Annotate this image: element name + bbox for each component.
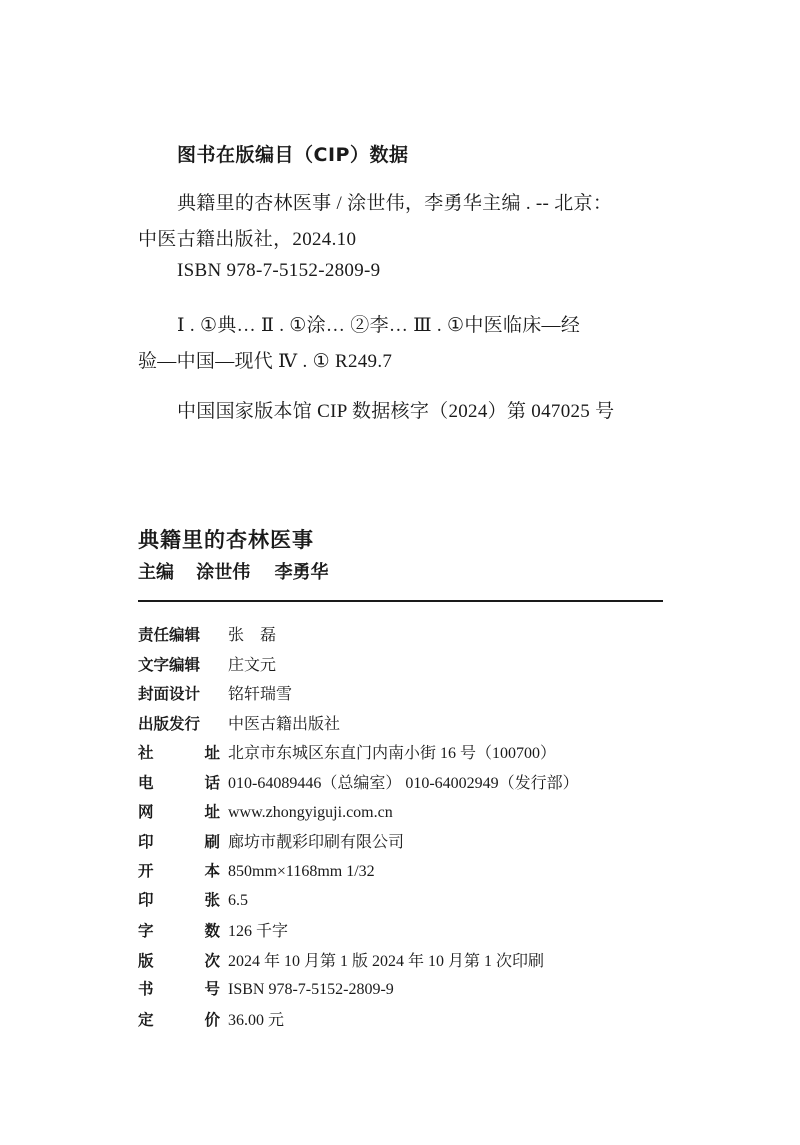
colophon-label: 印 张: [138, 891, 220, 910]
colophon-value: 中医古籍出版社: [228, 715, 341, 733]
colophon-value: 36.00 元: [228, 1011, 285, 1029]
colophon-label: 书 号: [138, 980, 220, 999]
editor-name: 李勇华: [274, 562, 329, 583]
cip-library-record: 中国国家版本馆 CIP 数据核字（2024）第 047025 号: [177, 401, 615, 422]
editors-label: 主编: [138, 562, 174, 583]
colophon-value: 张 磊: [228, 627, 277, 644]
colophon-label: 开 本: [138, 861, 220, 880]
colophon-row: [138, 918, 698, 948]
colophon-row: [138, 1007, 698, 1037]
editor-name: 涂世伟: [196, 562, 251, 583]
colophon-row: [138, 800, 698, 830]
colophon-row: [138, 888, 698, 918]
cip-record-line-2: 中医古籍出版社，2024.10: [138, 229, 357, 250]
colophon-label: 电 话: [138, 773, 220, 792]
colophon-value: 126 千字: [228, 922, 289, 940]
colophon-value: 庄文元: [228, 656, 277, 674]
divider-rule: [138, 600, 663, 602]
colophon-label: 封面设计: [138, 685, 201, 704]
colophon-value: 廊坊市靓彩印刷有限公司: [228, 834, 405, 852]
colophon-value: 010-64089446（总编室） 010-64002949（发行部）: [228, 774, 579, 792]
colophon-value: 铭轩瑞雪: [228, 686, 293, 704]
colophon-label: 出版发行: [138, 714, 201, 733]
colophon-value: 850mm×1168mm 1/32: [228, 862, 375, 880]
colophon-label: 社 址: [138, 744, 220, 763]
colophon-value: 北京市东城区东直门内南小街 16 号（100700）: [228, 745, 557, 763]
colophon-row: [138, 948, 698, 978]
cip-heading: 图书在版编目（CIP）数据: [177, 144, 409, 166]
cip-classification-line-1: Ⅰ . ①典… Ⅱ . ①涂… ②李… Ⅲ . ①中医临床—经: [177, 315, 581, 336]
colophon-label: 责任编辑: [138, 626, 201, 644]
book-title: 典籍里的杏林医事: [138, 528, 314, 552]
colophon-value: ISBN 978-7-5152-2809-9: [228, 981, 394, 999]
cip-classification-line-2: 验—中国—现代 Ⅳ . ① R249.7: [138, 351, 393, 372]
colophon-row: [138, 652, 698, 682]
colophon-value: 6.5: [228, 892, 248, 910]
colophon-row: [138, 622, 698, 652]
colophon-row: [138, 681, 698, 711]
cip-isbn-line: ISBN 978-7-5152-2809-9: [177, 260, 381, 281]
colophon-value: 2024 年 10 月第 1 版 2024 年 10 月第 1 次印刷: [228, 952, 545, 970]
colophon-row: [138, 859, 698, 889]
colophon-row: [138, 977, 698, 1007]
colophon-row: [138, 829, 698, 859]
colophon-label: 文字编辑: [138, 655, 201, 674]
website-value: www.zhongyiguji.com.cn: [228, 803, 393, 821]
colophon-row: [138, 711, 698, 741]
colophon-label: 字 数: [138, 921, 220, 940]
colophon-label: 印 刷: [138, 833, 220, 852]
colophon-row: [138, 740, 698, 770]
cip-record-line-1: 典籍里的杏林医事 / 涂世伟，李勇华主编 . -- 北京：: [177, 193, 613, 214]
colophon-list: [138, 622, 698, 1036]
colophon-row: [138, 770, 698, 800]
book-editors: [138, 558, 347, 584]
colophon-label: 定 价: [138, 1010, 220, 1029]
colophon-label: 网 址: [138, 802, 220, 821]
colophon-label: 版 次: [138, 951, 220, 970]
